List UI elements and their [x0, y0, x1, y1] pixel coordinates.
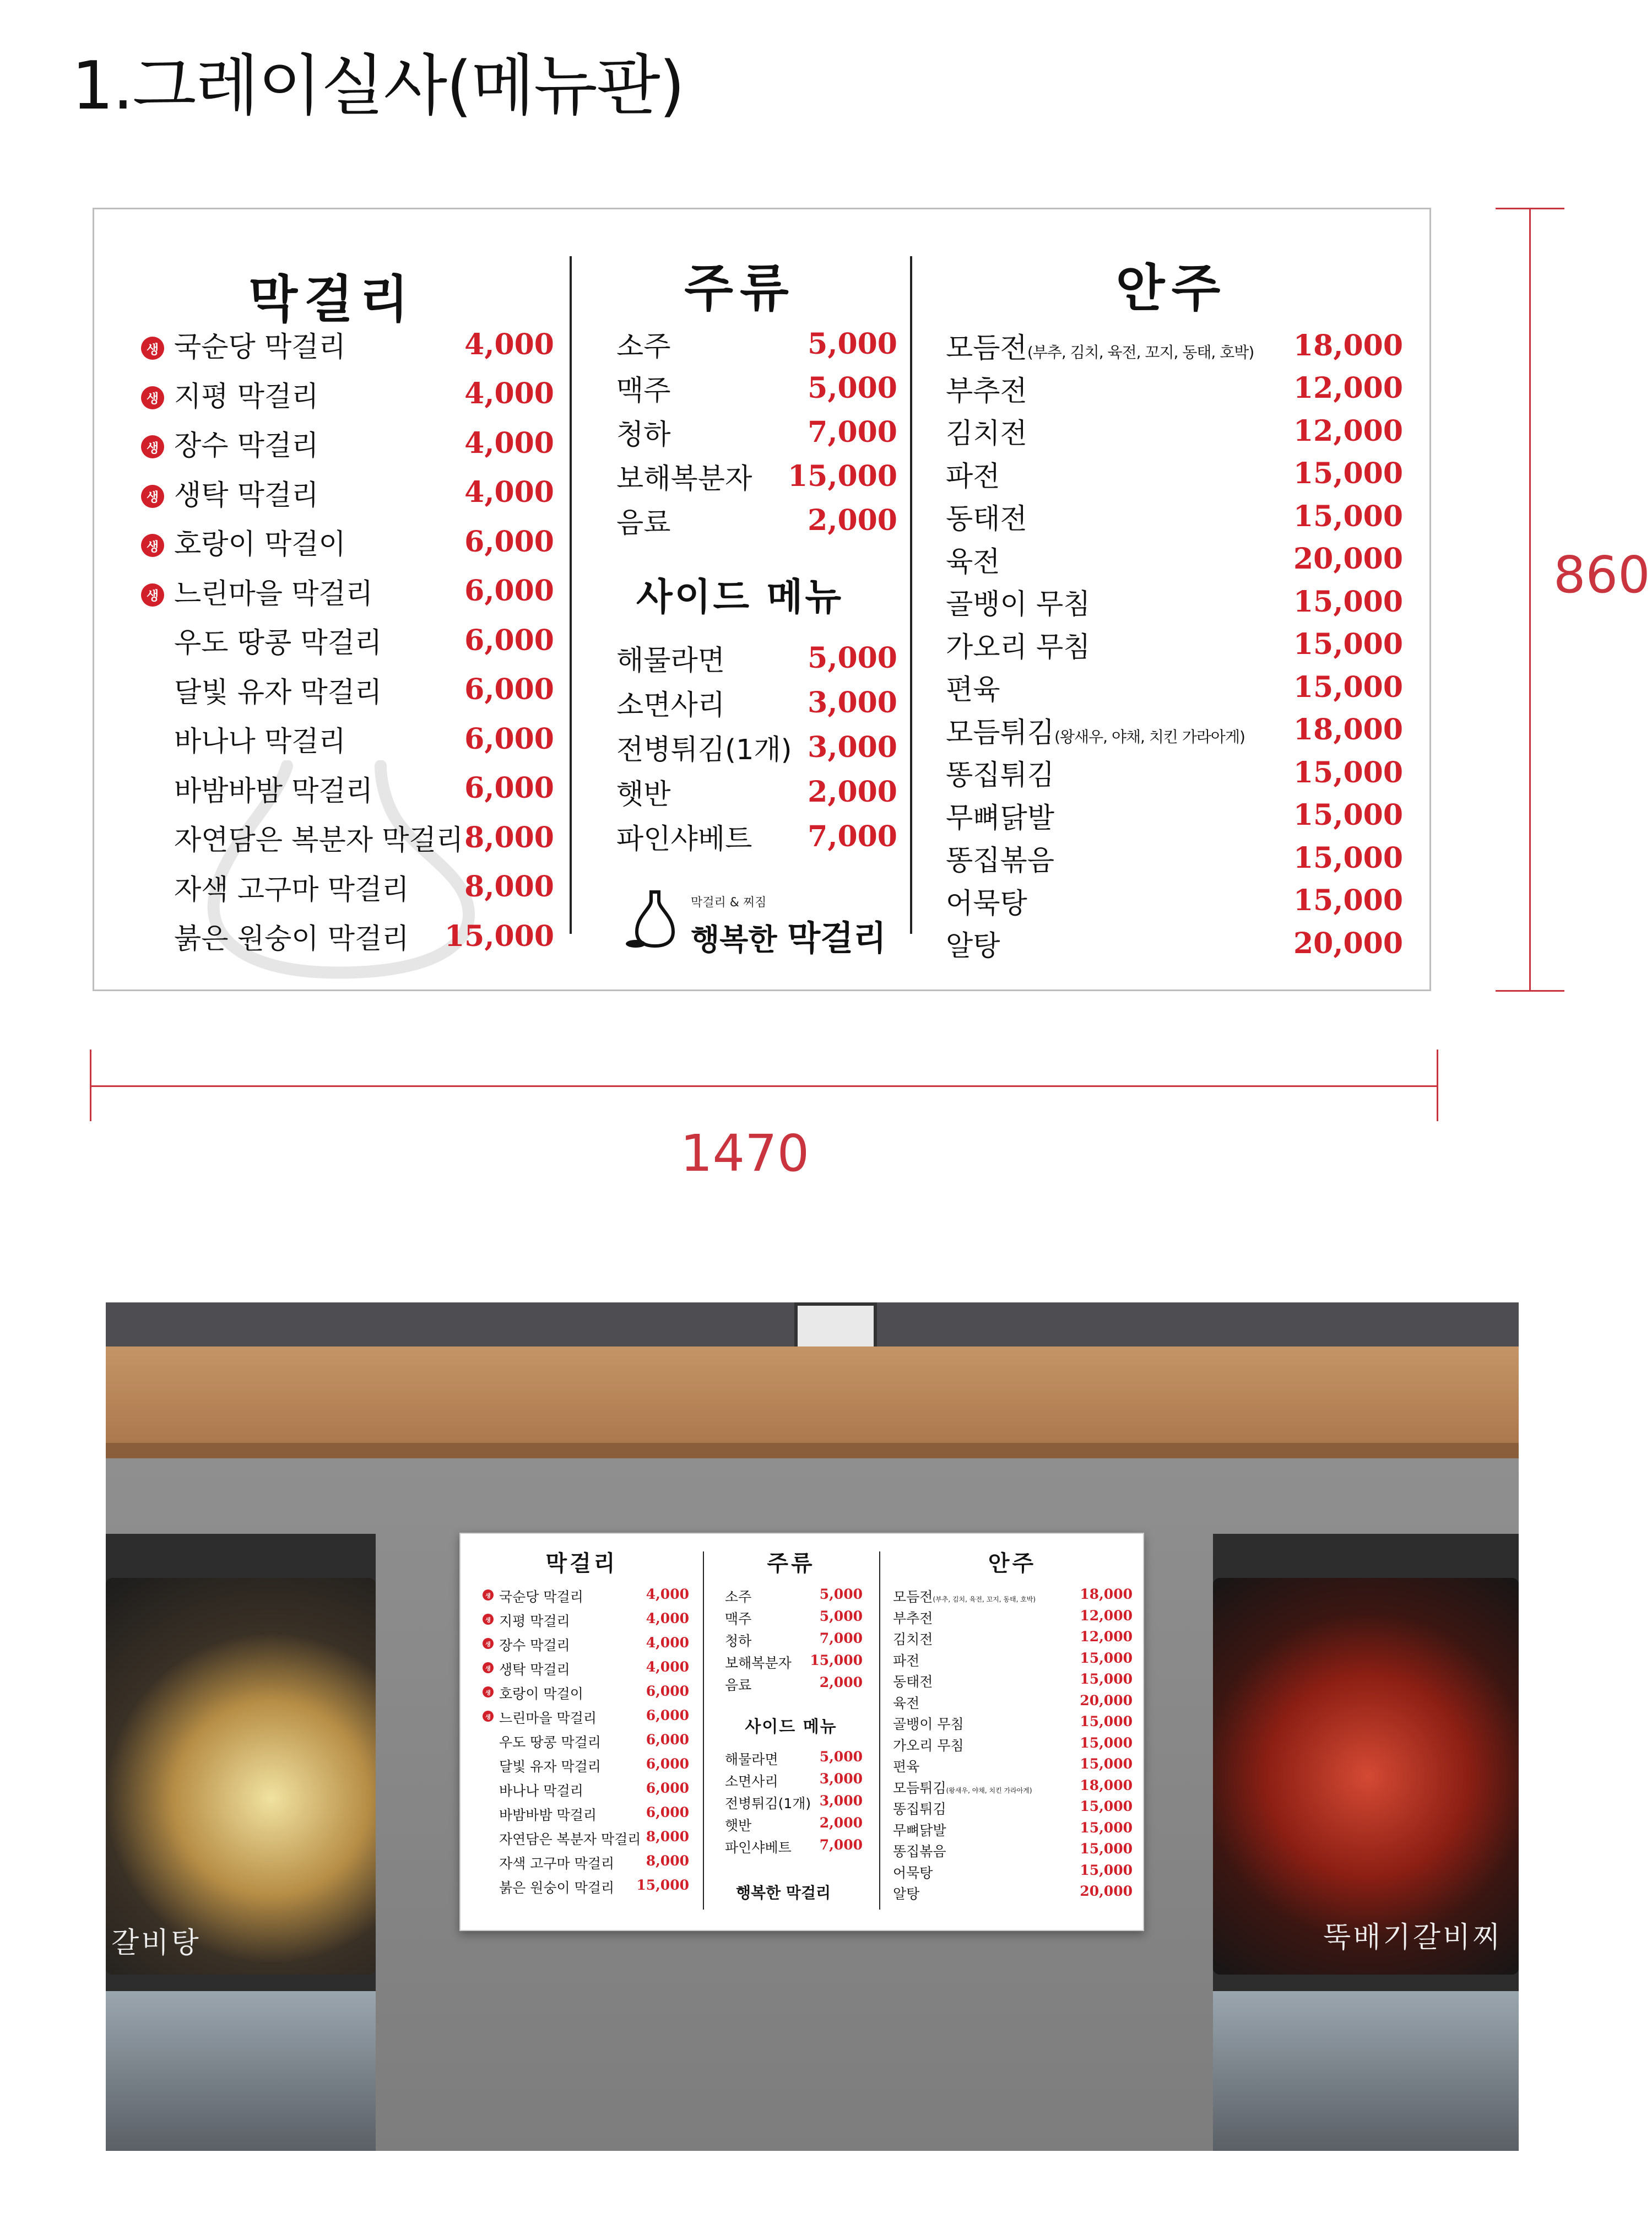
anju-item — [946, 752, 1403, 793]
menu-item-price: 5,000 — [808, 371, 897, 405]
side-menu-item — [616, 682, 897, 723]
menu-item-name: 생탁 막걸리 — [499, 1662, 570, 1678]
menu-item-price: 15,000 — [1080, 1841, 1133, 1857]
menu-item-name: 자색 고구마 막걸리 — [174, 873, 409, 906]
menu-item-name: 육전 — [946, 545, 1000, 578]
height-dimension-tick-bottom — [1496, 990, 1564, 992]
menu-item-price: 20,000 — [1080, 1692, 1133, 1708]
anju-item — [946, 496, 1403, 537]
anju-item — [946, 368, 1403, 409]
menu-item-price: 8,000 — [646, 1853, 689, 1869]
menu-item-name: 똥집볶음 — [893, 1843, 946, 1859]
juryu-heading: 주류 — [684, 259, 795, 318]
juryu-column — [570, 209, 910, 989]
fresh-badge-icon: 생 — [141, 435, 164, 458]
menu-item-price: 15,000 — [1080, 1713, 1133, 1729]
menu-item-name: 음료 — [725, 1677, 752, 1693]
menu-item-price: 4,000 — [646, 1610, 689, 1626]
anju-item — [946, 837, 1403, 878]
mockup-makgeolli-item — [499, 1829, 689, 1848]
menu-item-note: (왕새우, 야채, 치킨 가라아게) — [946, 1786, 1032, 1794]
menu-item-name: 청하 — [725, 1633, 752, 1649]
width-dimension-tick-right — [1437, 1050, 1438, 1121]
menu-item-price: 15,000 — [1293, 457, 1403, 490]
mockup-anju-item — [893, 1671, 1133, 1691]
menu-item-name: 보해복분자 — [616, 463, 752, 495]
makgeolli-item — [174, 521, 554, 562]
mockup-juryu-item — [725, 1652, 863, 1672]
juryu-item — [616, 456, 897, 496]
menu-item-name: 장수 막걸리 — [499, 1637, 570, 1653]
menu-item-price: 15,000 — [1293, 628, 1403, 661]
side-menu-item — [616, 816, 897, 857]
menu-item-name: 파인샤베트 — [616, 823, 752, 856]
menu-item-name: 바나나 막걸리 — [499, 1783, 583, 1799]
menu-item-price: 6,000 — [464, 771, 554, 805]
anju-item — [946, 325, 1403, 366]
menu-item-name: 소주 — [616, 331, 671, 363]
menu-item-price: 3,000 — [819, 1771, 863, 1787]
menu-item-name: 동태전 — [946, 503, 1027, 536]
menu-item-price: 15,000 — [1293, 670, 1403, 704]
mockup-makgeolli-heading: 막걸리 — [545, 1551, 618, 1576]
makgeolli-item — [174, 571, 554, 612]
menu-item-price: 15,000 — [1080, 1671, 1133, 1687]
menu-item-price: 4,000 — [646, 1635, 689, 1651]
mockup-makgeolli-item — [499, 1732, 689, 1751]
menu-item-name: 가오리 무침 — [893, 1737, 964, 1754]
menu-item-price: 15,000 — [444, 919, 554, 953]
fresh-badge-icon: 생 — [483, 1589, 494, 1600]
menu-item-name: 바밤바밤 막걸리 — [174, 775, 373, 808]
anju-item — [946, 710, 1403, 750]
menu-item-price: 7,000 — [808, 819, 897, 853]
fresh-badge-icon: 생 — [141, 386, 164, 409]
mockup-side-item — [725, 1837, 863, 1857]
menu-item-name: 지평 막걸리 — [174, 380, 319, 413]
mockup-juryu-item — [725, 1608, 863, 1628]
left-poster-label: 갈비탕 — [111, 1927, 201, 1960]
anju-item — [946, 453, 1403, 494]
anju-item — [946, 410, 1403, 451]
menu-item-name: 소면사리 — [725, 1773, 778, 1789]
menu-item-name: 모듬튀김(왕새우, 야채, 치킨 가라아게) — [893, 1780, 1032, 1796]
menu-item-name: 느린마을 막걸리 — [499, 1710, 597, 1726]
mockup-makgeolli-item — [499, 1683, 689, 1703]
anju-item — [946, 923, 1403, 964]
menu-item-price: 15,000 — [1080, 1734, 1133, 1751]
menu-item-price: 15,000 — [1293, 798, 1403, 832]
mockup-makgeolli-item — [499, 1707, 689, 1727]
mockup-anju-item — [893, 1820, 1133, 1840]
makgeolli-item — [174, 620, 554, 661]
side-menu-heading: 사이드 메뉴 — [636, 576, 844, 619]
makgeolli-item — [174, 817, 554, 858]
menu-item-price: 6,000 — [646, 1707, 689, 1723]
makgeolli-item — [174, 669, 554, 710]
menu-item-name: 알탕 — [946, 930, 1000, 962]
anju-heading: 안주 — [1115, 259, 1227, 318]
mockup-side-item — [725, 1749, 863, 1769]
mockup-anju-item — [893, 1883, 1133, 1903]
menu-item-name: 골뱅이 무침 — [946, 588, 1091, 621]
menu-item-price: 7,000 — [819, 1630, 863, 1646]
fresh-badge-icon: 생 — [483, 1711, 494, 1722]
menu-item-name: 우도 땅콩 막걸리 — [174, 627, 382, 659]
anju-item — [946, 539, 1403, 580]
menu-item-price: 6,000 — [646, 1804, 689, 1820]
mockup-side-item — [725, 1815, 863, 1835]
menu-item-price: 20,000 — [1293, 542, 1403, 576]
anju-item — [946, 624, 1403, 665]
mockup-anju-item — [893, 1608, 1133, 1627]
menu-item-name: 보해복분자 — [725, 1655, 792, 1671]
menu-item-name: 맥주 — [725, 1611, 752, 1627]
mockup-makgeolli-item — [499, 1877, 689, 1897]
menu-item-name: 골뱅이 무침 — [893, 1716, 964, 1732]
menu-item-name: 청하 — [616, 419, 671, 451]
menu-item-name: 맥주 — [616, 375, 671, 407]
menu-item-name: 바나나 막걸리 — [174, 726, 346, 758]
mockup-makgeolli-item — [499, 1756, 689, 1776]
menu-item-price: 18,000 — [1080, 1586, 1133, 1602]
anju-item — [946, 581, 1403, 622]
fresh-badge-icon: 생 — [483, 1638, 494, 1649]
menu-item-name: 호랑이 막걸이 — [499, 1686, 583, 1702]
menu-item-price: 18,000 — [1080, 1777, 1133, 1793]
menu-item-price: 6,000 — [646, 1732, 689, 1748]
menu-item-price: 12,000 — [1080, 1607, 1133, 1624]
mockup-anju-item — [893, 1798, 1133, 1818]
mockup-side-heading: 사이드 메뉴 — [745, 1717, 837, 1737]
makgeolli-item — [174, 324, 554, 365]
mockup-juryu-item — [725, 1630, 863, 1650]
menu-item-name: 자색 고구마 막걸리 — [499, 1856, 615, 1872]
menu-item-name: 바밤바밤 막걸리 — [499, 1807, 597, 1823]
menu-item-price: 5,000 — [819, 1586, 863, 1602]
menu-item-price: 15,000 — [1293, 884, 1403, 917]
menu-item-price: 8,000 — [646, 1829, 689, 1845]
menu-item-price: 6,000 — [464, 623, 554, 657]
menu-item-name: 해물라면 — [616, 645, 725, 677]
menu-item-price: 2,000 — [819, 1815, 863, 1831]
menu-item-price: 3,000 — [808, 685, 897, 720]
menu-item-name: 붉은 원숭이 막걸리 — [174, 923, 409, 955]
right-poster-label: 뚝배기갈비찌 — [1323, 1921, 1503, 1954]
menu-item-name: 어묵탕 — [893, 1864, 933, 1881]
menu-item-name: 부추전 — [893, 1610, 933, 1626]
anju-item — [946, 880, 1403, 921]
menu-item-name: 붉은 원숭이 막걸리 — [499, 1880, 615, 1896]
side-menu-item — [616, 727, 897, 767]
mockup-anju-column — [879, 1534, 1144, 1930]
street-view-right — [1213, 1991, 1519, 2151]
menu-item-name: 편육 — [946, 674, 1000, 706]
mockup-juryu-column — [703, 1534, 879, 1930]
mockup-anju-item — [893, 1629, 1133, 1648]
height-dimension-label: 860 — [1553, 545, 1650, 604]
mockup-juryu-item — [725, 1674, 863, 1694]
mockup-menu-board — [459, 1533, 1144, 1931]
fresh-badge-icon: 생 — [141, 583, 164, 607]
anju-item — [946, 795, 1403, 836]
menu-item-price: 15,000 — [787, 459, 897, 493]
fresh-badge-icon: 생 — [483, 1614, 494, 1625]
menu-item-price: 15,000 — [1080, 1650, 1133, 1666]
menu-item-name: 전병튀김(1개) — [616, 734, 792, 766]
menu-item-name: 똥집튀김 — [893, 1801, 946, 1817]
juryu-item — [616, 412, 897, 452]
mockup-side-item — [725, 1771, 863, 1791]
mockup-anju-item — [893, 1777, 1133, 1797]
height-dimension-line — [1529, 208, 1531, 991]
menu-item-price: 5,000 — [819, 1749, 863, 1765]
mockup-makgeolli-column — [461, 1534, 703, 1930]
menu-item-price: 15,000 — [1293, 755, 1403, 789]
menu-item-price: 7,000 — [819, 1837, 863, 1853]
mockup-anju-heading: 안주 — [988, 1551, 1037, 1576]
menu-item-price: 15,000 — [636, 1877, 689, 1893]
menu-item-price: 2,000 — [808, 503, 897, 537]
menu-item-name: 무뼈닭발 — [893, 1822, 946, 1838]
menu-item-name: 부추전 — [946, 375, 1027, 408]
side-menu-item — [616, 771, 897, 812]
menu-item-name: 편육 — [893, 1759, 920, 1775]
fresh-badge-icon: 생 — [141, 485, 164, 508]
anju-column — [910, 209, 1431, 989]
menu-item-price: 5,000 — [808, 641, 897, 675]
menu-item-price: 6,000 — [646, 1683, 689, 1699]
menu-item-name: 우도 땅콩 막걸리 — [499, 1734, 601, 1750]
mockup-anju-item — [893, 1841, 1133, 1861]
menu-board — [93, 208, 1431, 991]
menu-item-price: 12,000 — [1293, 414, 1403, 448]
menu-item-name: 파전 — [946, 460, 1000, 493]
menu-item-name: 국순당 막걸리 — [174, 331, 346, 364]
menu-item-price: 18,000 — [1293, 328, 1403, 363]
page-title: 1.그레이실사(메뉴판) — [72, 48, 684, 125]
menu-item-name: 달빛 유자 막걸리 — [499, 1759, 601, 1775]
menu-item-price: 6,000 — [464, 673, 554, 706]
logo-name: 행복한 막걸리 — [691, 918, 886, 958]
makgeolli-item — [174, 472, 554, 513]
menu-item-price: 4,000 — [464, 327, 554, 361]
mockup-makgeolli-item — [499, 1780, 689, 1800]
menu-item-name: 호랑이 막걸이 — [174, 528, 346, 561]
mockup-makgeolli-item — [499, 1804, 689, 1824]
makgeolli-heading: 막걸리 — [248, 270, 415, 329]
mockup-makgeolli-item — [499, 1586, 689, 1606]
menu-item-price: 15,000 — [1080, 1819, 1133, 1836]
menu-item-price: 6,000 — [464, 574, 554, 608]
menu-item-name: 소주 — [725, 1589, 752, 1605]
mockup-side-item — [725, 1793, 863, 1813]
menu-item-price: 15,000 — [1293, 841, 1403, 875]
menu-item-name: 김치전 — [946, 418, 1027, 450]
menu-item-price: 5,000 — [819, 1608, 863, 1624]
width-dimension-tick-left — [90, 1050, 91, 1121]
right-window-poster — [1213, 1534, 1519, 2151]
menu-item-price: 3,000 — [808, 730, 897, 764]
mockup-makgeolli-item — [499, 1659, 689, 1679]
mockup-anju-item — [893, 1586, 1133, 1606]
makgeolli-bottle-icon — [625, 890, 685, 949]
menu-item-name: 해물라면 — [725, 1751, 778, 1767]
menu-item-price: 15,000 — [1080, 1862, 1133, 1878]
menu-item-name: 모듬튀김(왕새우, 야채, 치킨 가라아게) — [946, 716, 1245, 749]
fresh-badge-icon: 생 — [141, 534, 164, 557]
menu-item-name: 똥집튀김 — [946, 759, 1055, 792]
fresh-badge-icon: 생 — [483, 1662, 494, 1673]
menu-item-price: 15,000 — [1080, 1756, 1133, 1772]
menu-item-price: 6,000 — [464, 524, 554, 559]
menu-item-name: 국순당 막걸리 — [499, 1589, 583, 1605]
mockup-anju-item — [893, 1756, 1133, 1776]
menu-item-name: 가오리 무침 — [946, 631, 1091, 664]
menu-item-name: 자연담은 복분자 막걸리 — [174, 824, 464, 857]
mockup-juryu-item — [725, 1586, 863, 1606]
makgeolli-item — [174, 718, 554, 759]
menu-item-price: 15,000 — [1080, 1798, 1133, 1814]
menu-item-name: 동태전 — [893, 1674, 933, 1690]
menu-item-note: (부추, 김치, 육전, 꼬지, 동태, 호박) — [933, 1596, 1036, 1603]
menu-item-price: 5,000 — [808, 327, 897, 361]
menu-item-price: 8,000 — [464, 820, 554, 855]
menu-item-name: 모듬전(부추, 김치, 육전, 꼬지, 동태, 호박) — [946, 332, 1254, 365]
menu-item-name: 모듬전(부추, 김치, 육전, 꼬지, 동태, 호박) — [893, 1589, 1036, 1605]
menu-item-name: 음료 — [616, 507, 671, 539]
menu-item-price: 12,000 — [1293, 371, 1403, 405]
logo-subtitle: 막걸리 & 찌짐 — [691, 896, 767, 910]
menu-item-note: (왕새우, 야채, 치킨 가라아게) — [1054, 727, 1245, 746]
mockup-anju-item — [893, 1862, 1133, 1882]
makgeolli-item — [174, 768, 554, 809]
mockup-anju-item — [893, 1735, 1133, 1755]
mockup-juryu-heading: 주류 — [767, 1551, 815, 1576]
menu-item-price: 7,000 — [808, 415, 897, 449]
menu-item-note: (부추, 김치, 육전, 꼬지, 동태, 호박) — [1027, 343, 1254, 361]
height-dimension-tick-top — [1496, 208, 1564, 209]
menu-item-price: 4,000 — [464, 426, 554, 460]
menu-item-price: 15,000 — [1293, 499, 1403, 533]
menu-item-name: 자연담은 복분자 막걸리 — [499, 1831, 641, 1847]
mockup-makgeolli-item — [499, 1635, 689, 1654]
width-dimension-line — [90, 1085, 1438, 1087]
juryu-item — [616, 367, 897, 408]
menu-item-name: 김치전 — [893, 1631, 933, 1647]
fresh-badge-icon: 생 — [141, 337, 164, 360]
makgeolli-item — [174, 374, 554, 414]
menu-item-name: 햇반 — [725, 1818, 752, 1834]
menu-item-name: 알탕 — [893, 1886, 920, 1902]
mockup-makgeolli-item — [499, 1853, 689, 1873]
fresh-badge-icon: 생 — [483, 1686, 494, 1697]
menu-item-name: 육전 — [893, 1695, 920, 1711]
menu-item-price: 6,000 — [646, 1756, 689, 1772]
menu-item-name: 햇반 — [616, 778, 671, 811]
width-dimension-label: 1470 — [680, 1124, 810, 1183]
street-view-left — [106, 1991, 376, 2151]
menu-item-name: 달빛 유자 막걸리 — [174, 676, 382, 709]
menu-item-price: 20,000 — [1293, 926, 1403, 960]
anju-item — [946, 667, 1403, 707]
installation-mockup-photo — [106, 1302, 1519, 2151]
menu-item-price: 2,000 — [819, 1674, 863, 1690]
menu-item-price: 6,000 — [464, 722, 554, 756]
menu-item-price: 15,000 — [1293, 585, 1403, 619]
menu-item-name: 어묵탕 — [946, 887, 1027, 920]
juryu-item — [616, 500, 897, 540]
mockup-logo: 행복한 막걸리 — [736, 1884, 831, 1902]
food-photo-left — [106, 1578, 376, 1975]
juryu-item — [616, 323, 897, 364]
menu-item-price: 4,000 — [646, 1659, 689, 1675]
menu-item-name: 파전 — [893, 1652, 920, 1669]
wood-shelf-edge — [106, 1443, 1519, 1458]
menu-item-price: 15,000 — [810, 1652, 863, 1668]
menu-item-name: 지평 막걸리 — [499, 1613, 570, 1629]
menu-item-price: 6,000 — [646, 1780, 689, 1796]
mockup-anju-item — [893, 1650, 1133, 1670]
menu-item-price: 12,000 — [1080, 1629, 1133, 1645]
mockup-anju-item — [893, 1692, 1133, 1712]
menu-item-name: 느린마을 막걸리 — [174, 577, 373, 610]
mockup-anju-item — [893, 1713, 1133, 1733]
menu-item-name: 생탁 막걸리 — [174, 479, 319, 512]
left-window-poster — [106, 1534, 376, 2151]
menu-item-price: 3,000 — [819, 1793, 863, 1809]
makgeolli-item — [174, 916, 554, 956]
menu-item-price: 18,000 — [1293, 713, 1403, 747]
menu-item-name: 똥집볶음 — [946, 845, 1055, 877]
mockup-makgeolli-item — [499, 1610, 689, 1630]
wood-shelf — [106, 1346, 1519, 1451]
menu-item-name: 장수 막걸리 — [174, 430, 319, 462]
menu-item-price: 4,000 — [646, 1586, 689, 1602]
side-menu-item — [616, 637, 897, 678]
menu-item-price: 20,000 — [1080, 1883, 1133, 1899]
menu-item-price: 8,000 — [464, 870, 554, 904]
menu-item-price: 4,000 — [464, 377, 554, 410]
menu-item-name: 전병튀김(1개) — [725, 1796, 811, 1811]
brand-logo — [619, 890, 886, 958]
menu-item-price: 4,000 — [464, 475, 554, 509]
makgeolli-column — [94, 209, 570, 989]
menu-item-name: 무뼈닭발 — [946, 802, 1055, 835]
makgeolli-item — [174, 423, 554, 463]
makgeolli-item — [174, 867, 554, 907]
menu-item-name: 소면사리 — [616, 689, 725, 722]
menu-item-price: 2,000 — [808, 775, 897, 809]
menu-item-name: 파인샤베트 — [725, 1840, 792, 1856]
